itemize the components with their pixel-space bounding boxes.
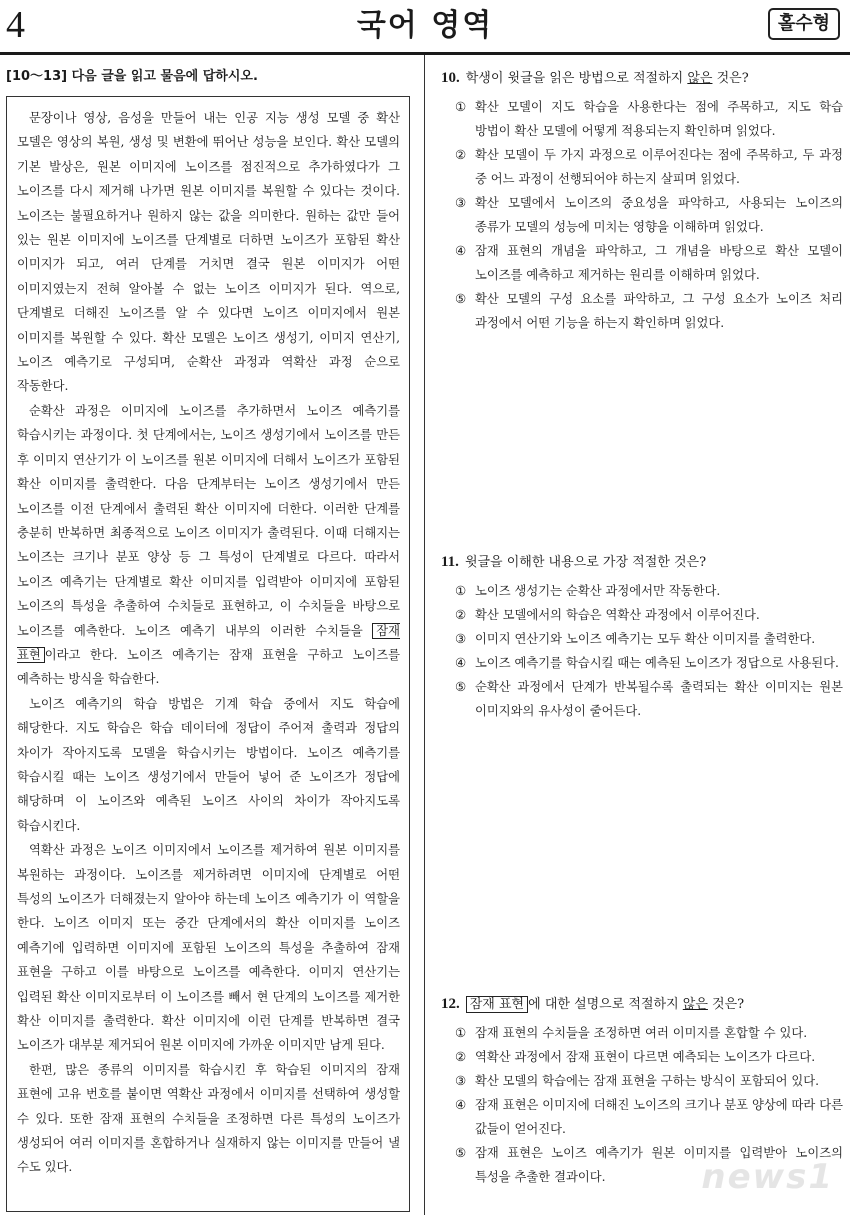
choice-text: 노이즈 예측기를 학습시킬 때는 예측된 노이즈가 정답으로 사용된다. <box>475 656 839 670</box>
choice-item[interactable] <box>455 143 843 191</box>
question-number: 11. <box>441 554 459 570</box>
passage-text: 순확산 과정은 이미지에 노이즈를 추가하면서 노이즈 예측기를 학습시키는 과정이다. 첫 단계에서는, 노이즈 생성기에서 노이즈를 만든 후 이미지 연산기가 이 노이즈를 원본 이미지에 더해서 노이즈가 포함된 확산 이미지를 출력한다. 다음 단계부터는 노이즈 생성기에서 만든 노이즈를 이전 단계에서 출력된 확산 이미지에 더한다. 이러한 단계를 충분히 반복하면 최종적으로 노이즈 이미지가 출력된다. 이때 더해지는 노이즈는 크기나 분포 양상 등 그 특성이 단계별로 다르다. 따라서 노이즈 예측기는 단계별로 확산 이미지를 입력받아 이미지에 포함된 노이즈의 특성을 추출하여 수치들로 표현하고, 이 수치들을 바탕으로 노이즈를 예측한다. 노이즈 예측기 내부의 이러한 수치들을 <box>17 403 400 638</box>
question-10 <box>441 66 843 335</box>
choice-item[interactable] <box>455 191 843 239</box>
choice-mark: ④ <box>455 656 467 670</box>
choice-item[interactable] <box>455 579 843 603</box>
choice-mark: ② <box>455 148 467 162</box>
passage-paragraph <box>17 399 400 692</box>
column-divider <box>424 55 425 1215</box>
stem-underlined: 않은 <box>682 997 708 1012</box>
subject-title: 국어 영역 <box>356 8 494 43</box>
question-number: 10. <box>441 70 460 86</box>
news-watermark: news1 <box>701 1157 834 1197</box>
choice-mark: ⑤ <box>455 680 467 694</box>
passage-paragraph: 문장이나 영상, 음성을 만들어 내는 인공 지능 생성 모델 중 확산 모델은 영상의 복원, 생성 및 변환에 뛰어난 성능을 보인다. 확산 모델의 기본 발상은, 원본 이미지에 노이즈를 점진적으로 추가하였다가 그 노이즈를 다시 제거해 나가면 원본 이미지를 복원할 수 있다는 것이다. 노이즈는 불필요하거나 원하지 않는 값을 의미한다. 원하는 값만 들어 있는 원본 이미지에 노이즈를 단계별로 더하면 노이즈가 포함된 확산 이미지가 되고, 여러 단계를 거치면 결국 원본 이미지가 어떤 이미지였는지 전혀 알아볼 수 없는 노이즈 이미지가 된다. 역으로, 단계별로 더해진 노이즈를 알 수 있다면 노이즈 이미지에서 원본 이미지를 복원할 수 있다. 확산 모델은 노이즈 생성기, 이미지 연산기, 노이즈 예측기로 구성되며, 순확산 과정과 역확산 과정 순으로 작동한다. <box>17 111 400 394</box>
choice-mark: ① <box>455 1026 467 1040</box>
passage-box <box>6 96 410 1212</box>
choice-text: 잠재 표현의 수치들을 조정하면 여러 이미지를 혼합할 수 있다. <box>475 1026 808 1040</box>
choice-text: 잠재 표현은 이미지에 더해진 노이즈의 크기나 분포 양상에 따라 다른 값들이 얻어진다. <box>475 1098 843 1136</box>
choice-item[interactable] <box>455 603 843 627</box>
choice-text: 순확산 과정에서 단계가 반복될수록 출력되는 확산 이미지는 원본 이미지와의 유사성이 줄어든다. <box>475 680 843 718</box>
choice-mark: ③ <box>455 1074 467 1088</box>
choice-mark: ② <box>455 1050 467 1064</box>
choice-item[interactable] <box>455 1021 843 1045</box>
choice-mark: ④ <box>455 244 467 258</box>
passage-paragraph: 역확산 과정은 노이즈 이미지에서 노이즈를 제거하여 원본 이미지를 복원하는 과정이다. 노이즈를 제거하려면 이미지에 단계별로 어떤 특성의 노이즈가 더해졌는지 알아야 하는데 노이즈 예측기가 이 역할을 한다. 노이즈 이미지 또는 중간 단계에서의 확산 이미지를 노이즈 예측기에 입력하면 이미지에 포함된 노이즈의 특성을 추출하여 잠재 표현을 구하고 이를 바탕으로 노이즈를 예측한다. 이미지 연산기는 입력된 확산 이미지로부터 이 노이즈를 빼서 현 단계의 노이즈를 제거한 확산 이미지를 출력한다. 확산 이미지에 이런 단계를 반복하면 결국 노이즈가 대부분 제거되어 원본 이미지에 가까운 이미지만 남게 된다. <box>17 843 400 1053</box>
choice-text: 이미지 연산기와 노이즈 예측기는 모두 확산 이미지를 출력한다. <box>475 632 816 646</box>
choice-mark: ③ <box>455 196 467 210</box>
choice-text: 확산 모델에서 노이즈의 중요성을 파악하고, 사용되는 노이즈의 종류가 모델의 성능에 미치는 영향을 이해하며 읽었다. <box>475 196 843 234</box>
choice-text: 확산 모델의 학습에는 잠재 표현을 구하는 방식이 포함되어 있다. <box>475 1074 820 1088</box>
choice-text: 확산 모델에서의 학습은 역확산 과정에서 이루어진다. <box>475 608 760 622</box>
choice-text: 잠재 표현은 노이즈 예측기가 원본 이미지를 입력받아 노이즈의 특성을 추출한 결과이다. <box>475 1146 843 1184</box>
choice-mark: ⑤ <box>455 292 467 306</box>
choice-text: 역확산 과정에서 잠재 표현이 다르면 예측되는 노이즈가 다르다. <box>475 1050 816 1064</box>
passage-instruction: [10～13] 다음 글을 읽고 물음에 답하시오. <box>6 69 258 84</box>
question-stem <box>441 66 843 91</box>
choice-mark: ① <box>455 100 467 114</box>
choice-mark: ③ <box>455 632 467 646</box>
choice-mark: ⑤ <box>455 1146 467 1160</box>
choice-text: 확산 모델이 두 가지 과정으로 이루어진다는 점에 주목하고, 두 과정 중 어느 과정이 선행되어야 하는지 살피며 읽었다. <box>475 148 843 186</box>
choice-item[interactable] <box>455 651 843 675</box>
stem-text: 것은? <box>712 71 749 86</box>
choice-item[interactable] <box>455 1045 843 1069</box>
page-number: 4 <box>6 4 25 46</box>
choice-mark: ① <box>455 584 467 598</box>
choice-item[interactable] <box>455 239 843 287</box>
choice-mark: ② <box>455 608 467 622</box>
passage-paragraph: 노이즈 예측기의 학습 방법은 기계 학습 중에서 지도 학습에 해당한다. 지도 학습은 학습 데이터에 정답이 주어져 출력과 정답의 차이가 작아지도록 모델을 학습시키는 방법이다. 노이즈 예측기를 학습시킬 때는 노이즈 생성기에서 만들어 넣어 준 노이즈가 정답에 해당하며 이 노이즈와 예측된 노이즈 사이의 차이가 작아지도록 학습시킨다. <box>17 696 400 833</box>
choice-list <box>441 95 843 335</box>
choice-item[interactable] <box>455 1093 843 1141</box>
stem-text: 에 대한 설명으로 적절하지 <box>528 997 683 1012</box>
stem-text: 것은? <box>707 997 745 1012</box>
question-11 <box>441 550 843 723</box>
choice-list <box>441 579 843 723</box>
question-stem <box>441 992 843 1017</box>
choice-item[interactable] <box>455 627 843 651</box>
stem-underlined: 않은 <box>687 71 713 86</box>
boxed-term: 잠재 표현 <box>17 623 400 662</box>
stem-text: 학생이 윗글을 읽은 방법으로 적절하지 <box>465 71 688 86</box>
stem-boxed-term: 잠재 표현 <box>466 996 528 1013</box>
stem-text: 윗글을 이해한 내용으로 가장 적절한 것은? <box>464 555 707 570</box>
passage-text: 이라고 한다. 노이즈 예측기는 잠재 표현을 구하고 노이즈를 예측하는 방식을 학습한다. <box>17 647 400 687</box>
question-stem <box>441 550 843 575</box>
passage-paragraph: 한편, 많은 종류의 이미지를 학습시킨 후 학습된 이미지의 잠재 표현에 고유 번호를 붙이면 역확산 과정에서 이미지를 선택하여 생성할 수 있다. 또한 잠재 표현의 수치들을 조정하면 다른 특성의 노이즈가 생성되어 여러 이미지를 혼합하거나 실재하지 않는 이미지를 만들어 낼 수도 있다. <box>17 1062 400 1175</box>
choice-mark: ④ <box>455 1098 467 1112</box>
choice-item[interactable] <box>455 1069 843 1093</box>
choice-text: 노이즈 생성기는 순확산 과정에서만 작동한다. <box>475 584 721 598</box>
choice-item[interactable] <box>455 675 843 723</box>
choice-item[interactable] <box>455 287 843 335</box>
form-type-badge: 홀수형 <box>768 8 840 40</box>
left-column <box>6 66 410 1175</box>
choice-text: 잠재 표현의 개념을 파악하고, 그 개념을 바탕으로 확산 모델이 노이즈를 예측하고 제거하는 원리를 이해하며 읽었다. <box>475 244 843 282</box>
choice-text: 확산 모델이 지도 학습을 사용한다는 점에 주목하고, 지도 학습 방법이 확산 모델에 어떻게 적용되는지 확인하며 읽었다. <box>475 100 843 138</box>
choice-item[interactable] <box>455 95 843 143</box>
choice-text: 확산 모델의 구성 요소를 파악하고, 그 구성 요소가 노이즈 처리 과정에서 어떤 기능을 하는지 확인하며 읽었다. <box>475 292 843 330</box>
header-rule <box>0 52 850 55</box>
question-number: 12. <box>441 996 460 1012</box>
